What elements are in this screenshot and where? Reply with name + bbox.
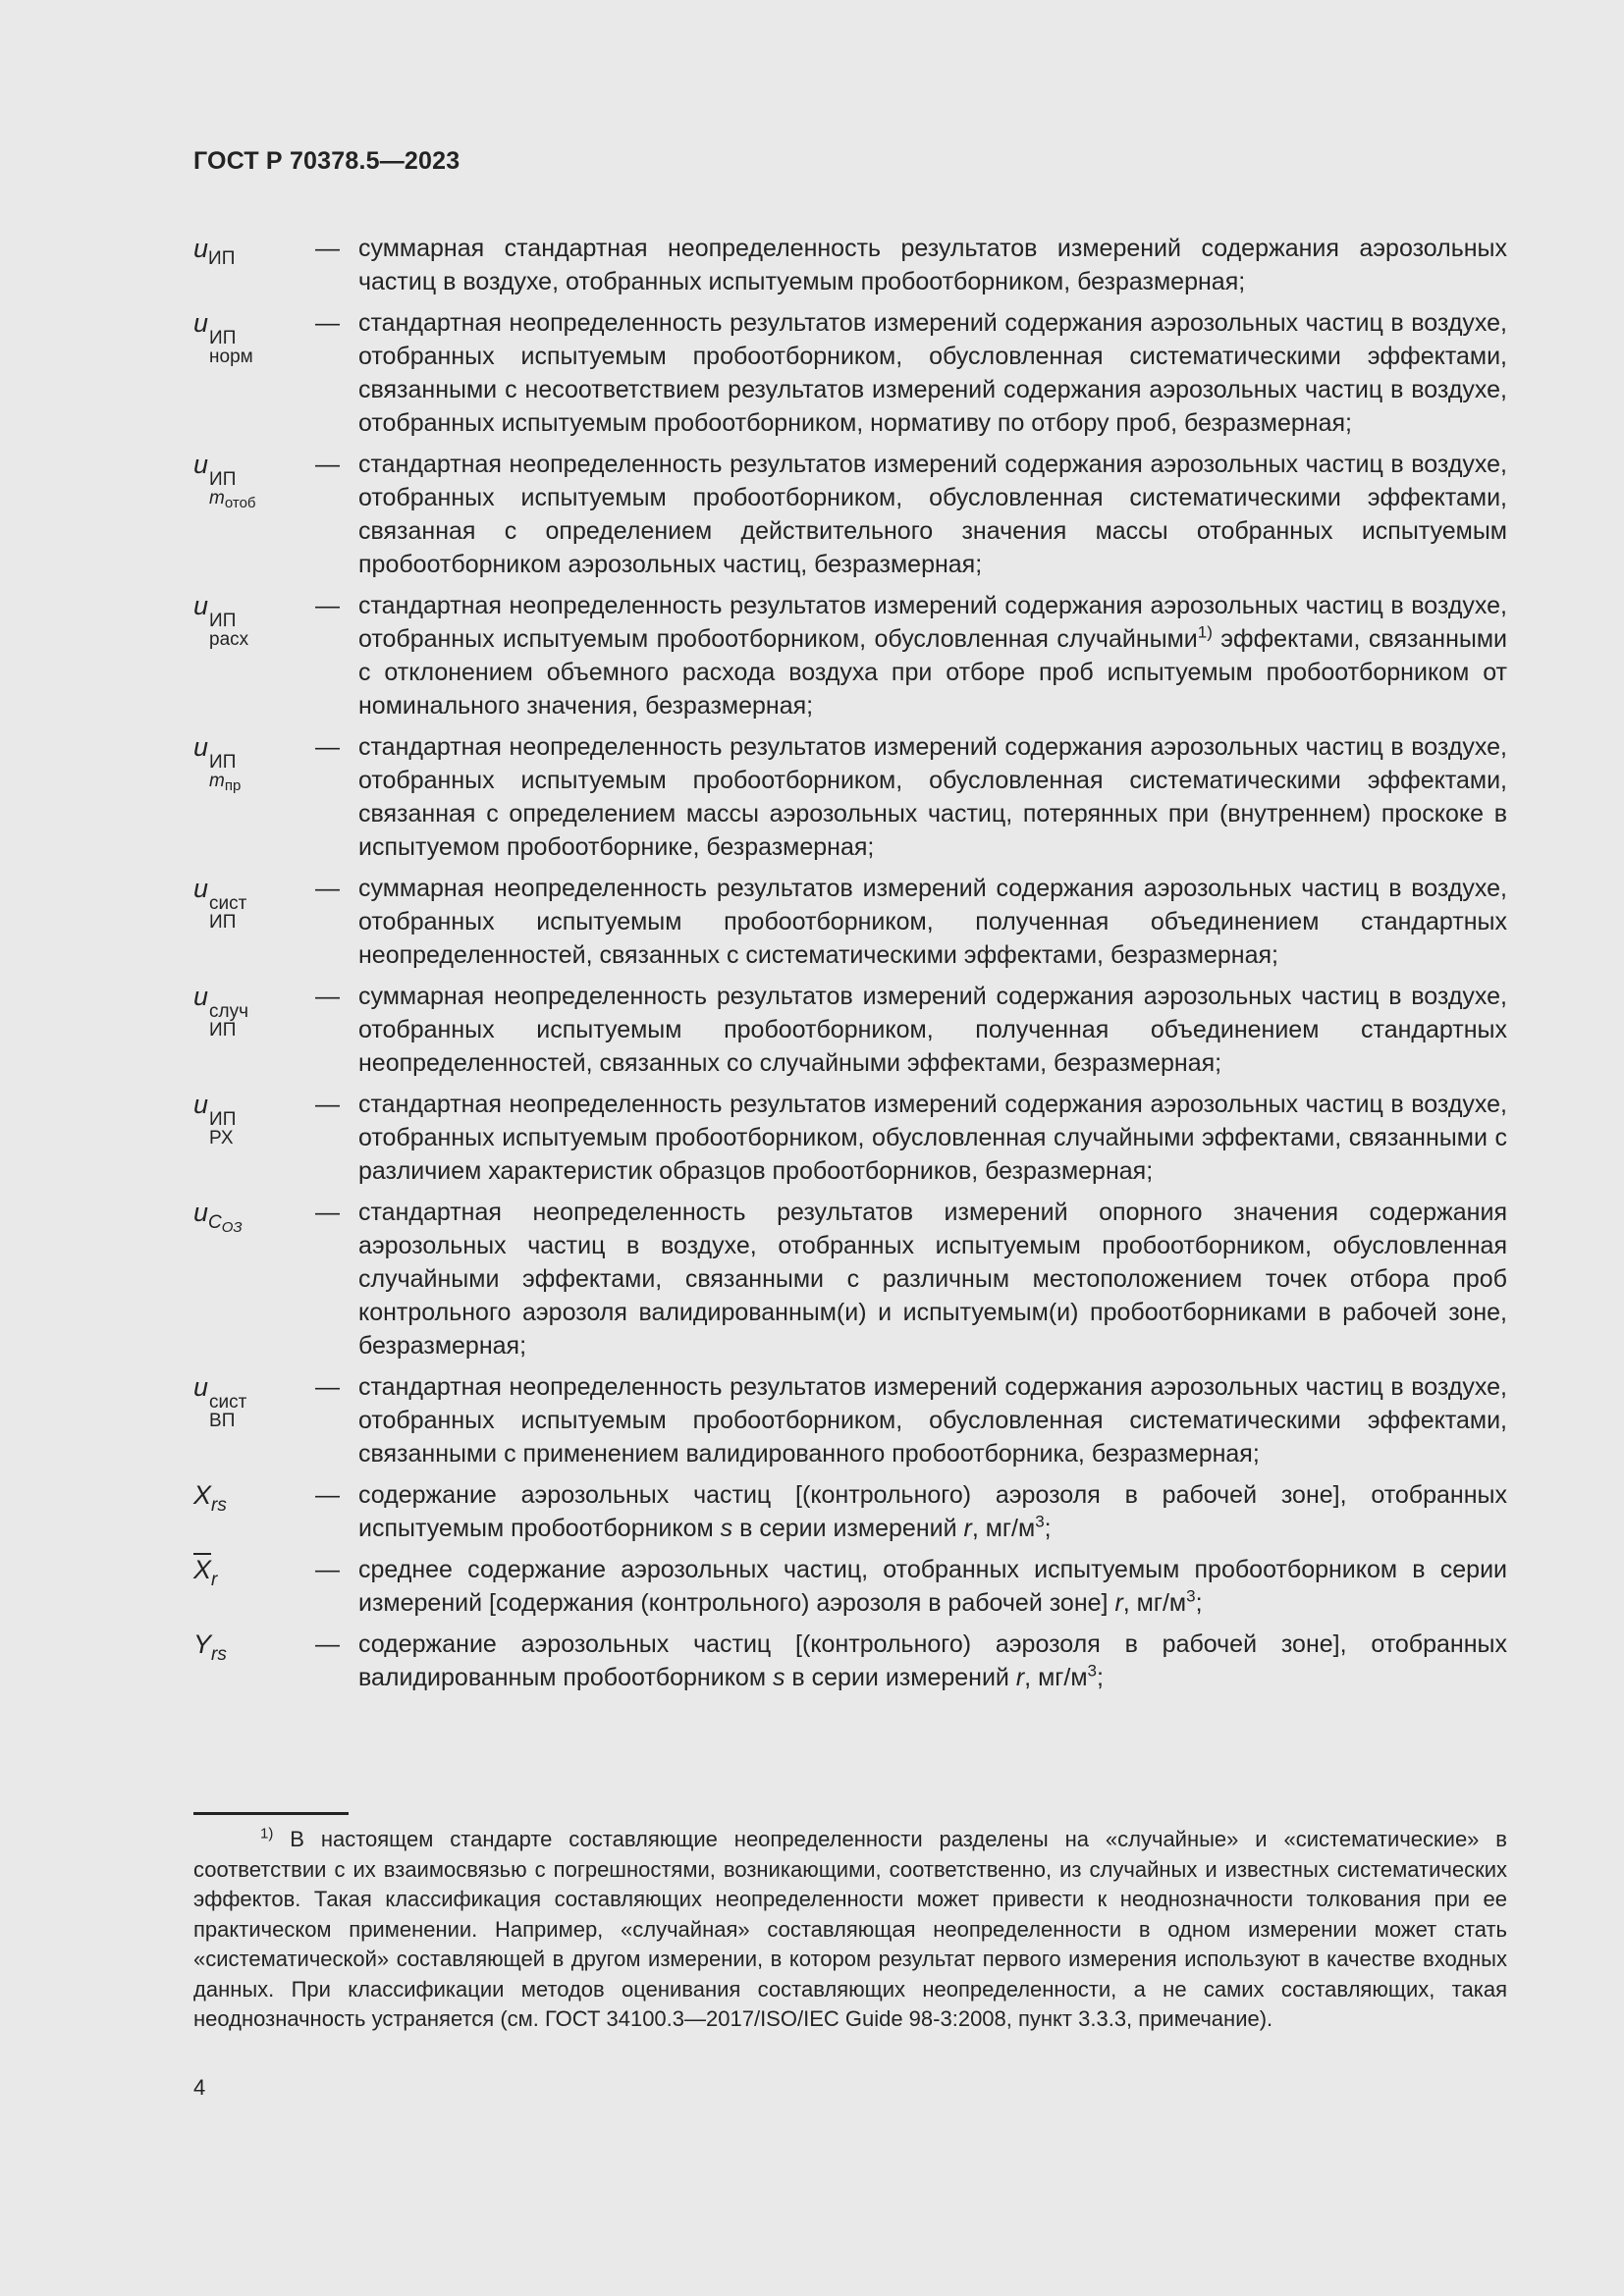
symbol: u ИП $m_{пр}$ [193,732,242,794]
definition-item [193,980,1507,1080]
definition-text: стандартная неопределенность результатов измерений содержания аэрозольных частиц в воздухе, отобранных испытуемым пробоотборником, обусловленная случайными$^{1)}$ эффектами, связанными с отклонением объемного расхода воздуха при отборе проб испытуемым пробоотборником от номинального значения, безразмерная; [358,592,1507,720]
definition-text: стандартная неопределенность результатов измерений опорного значения содержания аэрозольных частиц в воздухе, отобранных испытуемым пробоотборником, обусловленная случайными эффектами, связанными с различным местоположением точек отбора проб контрольного аэрозоля валидированным(и) и испытуемым(и) пробоотборниками в рабочей зоне, безразмерная; [358,1199,1507,1360]
dash: — [315,309,340,337]
symbol: $u_{C_{ОЗ}}$ [193,1198,243,1236]
dash: — [315,235,340,262]
definitions-list [193,232,1507,1702]
definition-item [193,1370,1507,1470]
symbol: $Y_{rs}$ [193,1629,227,1665]
definition-text: суммарная неопределенность результатов измерений содержания аэрозольных частиц в воздухе, отобранных испытуемым пробоотборником, полученная объединением стандартных неопределенностей, связанных с систематическими эффектами, безразмерная; [358,875,1507,969]
definition-item [193,1553,1507,1620]
footnote-separator [193,1812,349,1815]
symbol: $X_{rs}$ [193,1480,227,1516]
page-number: 4 [193,2075,206,2100]
footnote-ref[interactable]: 1) [1197,622,1213,642]
definition-text: содержание аэрозольных частиц [(контрольного) аэрозоля в рабочей зоне], отобранных испытуемым пробоотборником s в серии измерений r, $мг/м^3$; [358,1481,1507,1542]
symbol: u сист ВП [193,1372,247,1431]
dash: — [315,451,340,478]
definition-item [193,306,1507,440]
definition-item [193,1196,1507,1362]
symbol: u ИП норм [193,308,253,367]
definition-item [193,1088,1507,1188]
dash: — [315,592,340,619]
dash: — [315,1373,340,1401]
definition-item [193,232,1507,298]
definition-text: среднее содержание аэрозольных частиц, отобранных испытуемым пробоотборником в серии измерений [содержания (контрольного) аэрозоля в рабочей зоне] r, $мг/м^3$; [358,1556,1507,1617]
dash: — [315,1630,340,1658]
document-header: ГОСТ Р 70378.5—2023 [193,147,460,175]
dash: — [315,1091,340,1118]
definition-text: стандартная неопределенность результатов измерений содержания аэрозольных частиц в воздухе, отобранных испытуемым пробоотборником, обусловленная систематическими эффектами, связанная с определением массы аэрозольных частиц, потерянных при (внутреннем) проскоке в испытуемом пробоотборнике, безразмерная; [358,733,1507,861]
definition-text: стандартная неопределенность результатов измерений содержания аэрозольных частиц в воздухе, отобранных испытуемым пробоотборником, обусловленная систематическими эффектами, связанная с определением действительного значения массы отобранных испытуемым пробоотборником аэрозольных частиц, безразмерная; [358,451,1507,578]
dash: — [315,983,340,1010]
definition-text: суммарная неопределенность результатов измерений содержания аэрозольных частиц в воздухе, отобранных испытуемым пробоотборником, полученная объединением стандартных неопределенностей, связанных со случайными эффектами, безразмерная; [358,983,1507,1077]
symbol: $u_{ИП}$ [193,234,236,269]
definition-text: содержание аэрозольных частиц [(контрольного) аэрозоля в рабочей зоне], отобранных валидированным пробоотборником s в серии измерений r, $мг/м^3$; [358,1630,1507,1691]
dash: — [315,733,340,761]
definition-text: стандартная неопределенность результатов измерений содержания аэрозольных частиц в воздухе, отобранных испытуемым пробоотборником, обусловленная случайными эффектами, связанными с различием характеристик образцов пробоотборников, безразмерная; [358,1091,1507,1185]
definition-text: суммарная стандартная неопределенность результатов измерений содержания аэрозольных частиц в воздухе, отобранных испытуемым пробоотборником, безразмерная; [358,235,1507,295]
definition-item [193,589,1507,722]
dash: — [315,1481,340,1509]
definition-item [193,730,1507,864]
definition-text: стандартная неопределенность результатов измерений содержания аэрозольных частиц в воздухе, отобранных испытуемым пробоотборником, обусловленная систематическими эффектами, связанными с несоответствием результатов измерений содержания аэрозольных частиц в воздухе, отобранных испытуемым пробоотборником, нормативу по отбору проб, безразмерная; [358,309,1507,437]
definition-text: стандартная неопределенность результатов измерений содержания аэрозольных частиц в воздухе, отобранных испытуемым пробоотборником, обусловленная систематическими эффектами, связанными с применением валидированного пробоотборника, безразмерная; [358,1373,1507,1468]
definition-item [193,1628,1507,1694]
dash: — [315,1556,340,1583]
symbol: u ИП РХ [193,1090,237,1148]
dash: — [315,875,340,902]
definition-item [193,448,1507,581]
footnote-text: В настоящем стандарте составляющие неопределенности разделены на «случайные» и «систематические» в соответствии с их взаимосвязью с погрешностями, возникающими, соответственно, из случайных и известных систематических эффектов. Такая классификация составляющих неопределенности может привести к неоднозначности толкования при ее практическом применении. Например, «случайная» составляющая неопределенности в одном измерении может стать «систематической» составляющей в другом измерении, в котором результат первого измерения используют в качестве входных данных. При классификации методов оценивания составляющих неопределенности, а не самих составляющих, такая неоднозначность устраняется (см. ГОСТ 34100.3—2017/ISO/IEC Guide 98-3:2008, пункт 3.3.3, примечание). [193,1827,1507,2031]
symbol: u сист ИП [193,874,247,933]
symbol: u ИП $m_{отоб}$ [193,450,256,511]
definition-item [193,872,1507,972]
definition-item [193,1478,1507,1545]
dash: — [315,1199,340,1226]
symbol: u случ ИП [193,982,249,1041]
symbol: $\overline{X}_r$ [193,1555,218,1590]
symbol: u ИП расх [193,591,249,650]
footnote-mark: 1) [260,1825,274,1842]
footnote [193,1825,1507,2035]
